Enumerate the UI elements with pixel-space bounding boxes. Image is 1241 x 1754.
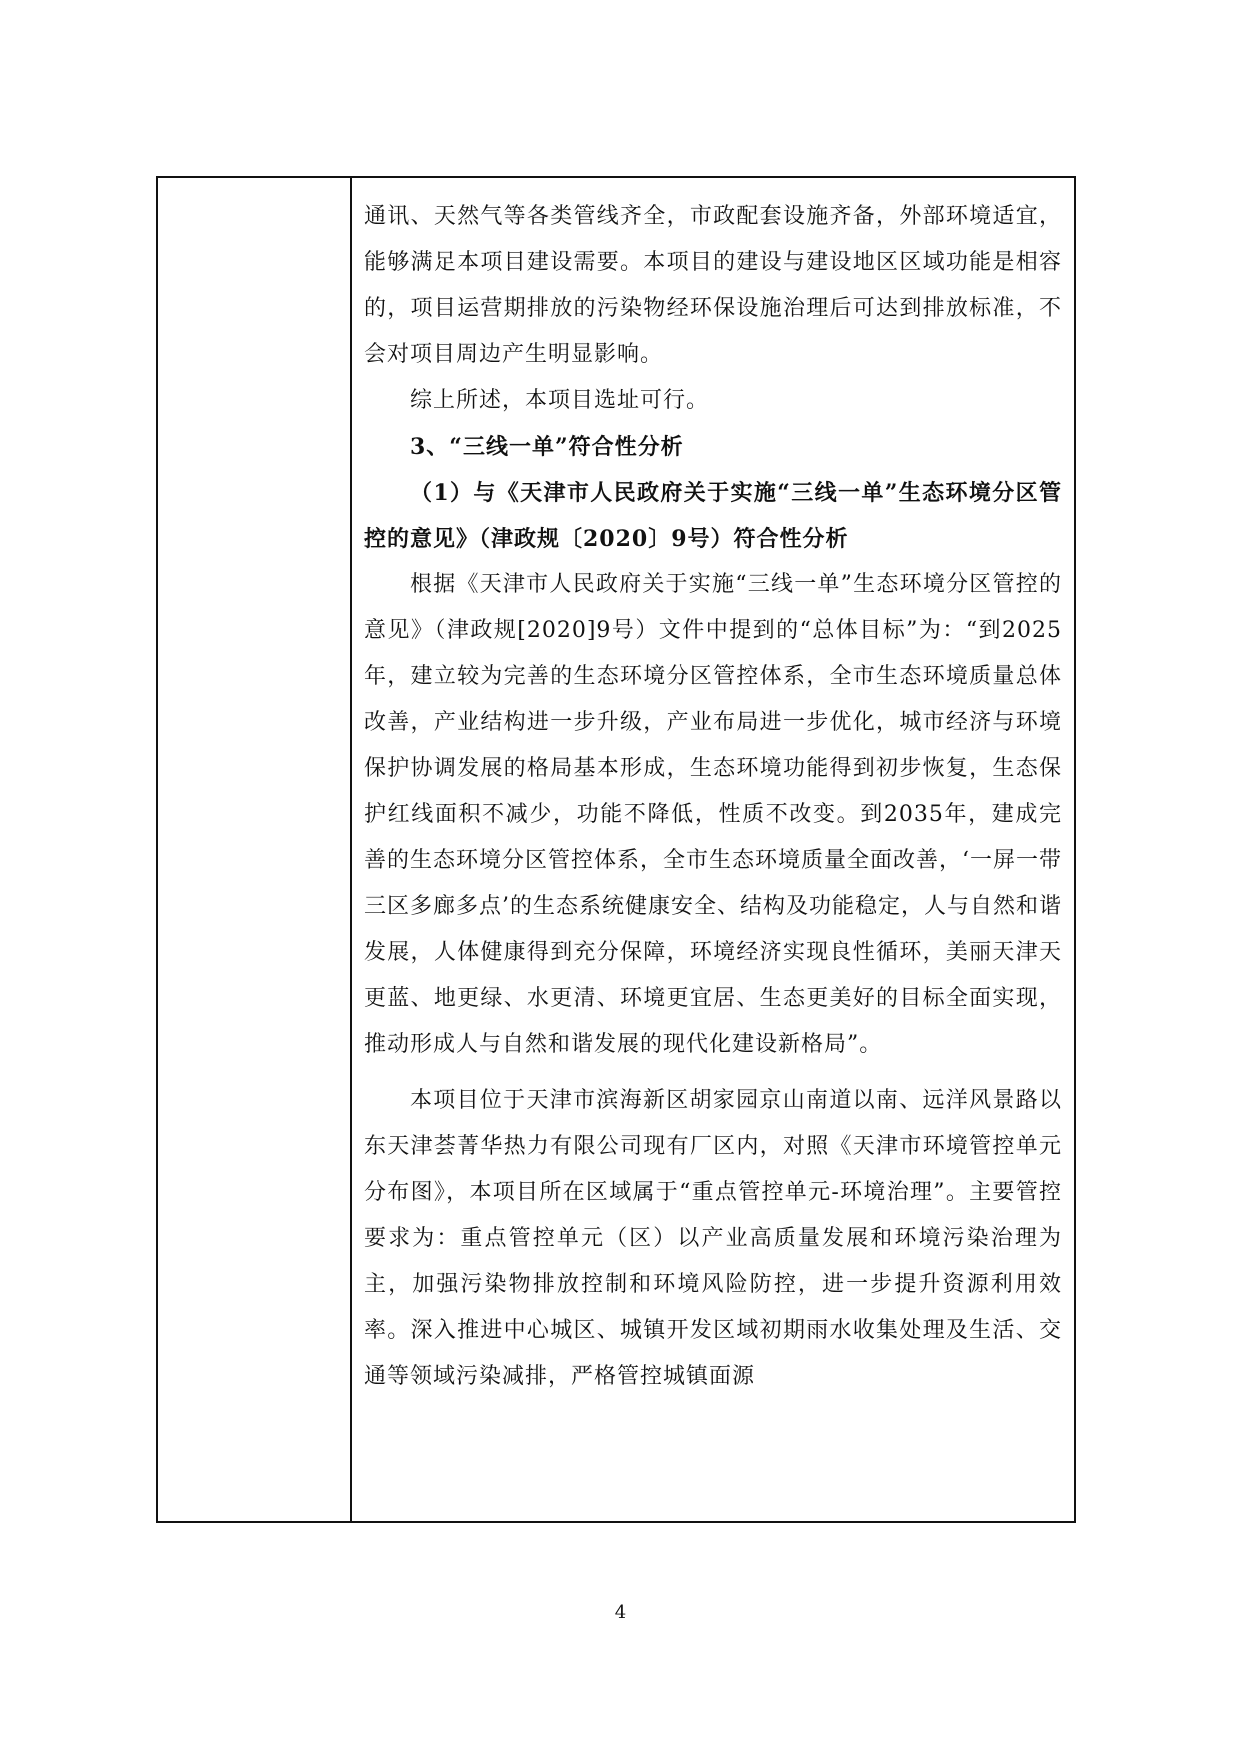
table-left-cell [158,178,352,1521]
paragraph-project-location: 本项目位于天津市滨海新区胡家园京山南道以南、远洋风景路以东天津荟菁华热力有限公司现有厂区内，对照《天津市环境管控单元分布图》，本项目所在区域属于“重点管控单元-环境治理”。主要管控要求为：重点管控单元（区）以产业高质量发展和环境污染治理为主，加强污染物排放控制和环境风险防控，进一步提升资源利用效率。深入推进中心城区、城镇开发区域初期雨水收集处理及生活、交通等领域污染减排，严格管控城镇面源 [364,1088,1062,1389]
subsection-heading: （1）与《天津市人民政府关于实施“三线一单”生态环境分区管控的意见》（津政规〔2020〕9号）符合性分析 [364,480,1062,552]
content-table [156,176,1076,1523]
paragraph-site-conditions: 通讯、天然气等各类管线齐全，市政配套设施齐备，外部环境适宜，能够满足本项目建设需要。本项目的建设与建设地区区域功能是相容的，项目运营期排放的污染物经环保设施治理后可达到排放标准，不会对项目周边产生明显影响。 [364,204,1062,367]
paragraph-conclusion: 综上所述，本项目选址可行。 [410,388,710,413]
page-number: 4 [614,1602,627,1623]
section-heading: 3、“三线一单”符合性分析 [410,434,684,460]
paragraph-overall-goal: 根据《天津市人民政府关于实施“三线一单”生态环境分区管控的意见》（津政规[2020]9号）文件中提到的“总体目标”为：“到2025年，建立较为完善的生态环境分区管控体系，全市生态环境质量总体改善，产业结构进一步升级，产业布局进一步优化，城市经济与环境保护协调发展的格局基本形成，生态环境功能得到初步恢复，生态保护红线面积不减少，功能不降低，性质不改变。到2035年，建成完善的生态环境分区管控体系，全市生态环境质量全面改善，‘一屏一带三区多廊多点’的生态系统健康安全、结构及功能稳定，人与自然和谐发展，人体健康得到充分保障，环境经济实现良性循环，美丽天津天更蓝、地更绿、水更清、环境更宜居、生态更美好的目标全面实现，推动形成人与自然和谐发展的现代化建设新格局”。 [364,572,1062,1057]
table-right-cell [352,178,1074,1521]
